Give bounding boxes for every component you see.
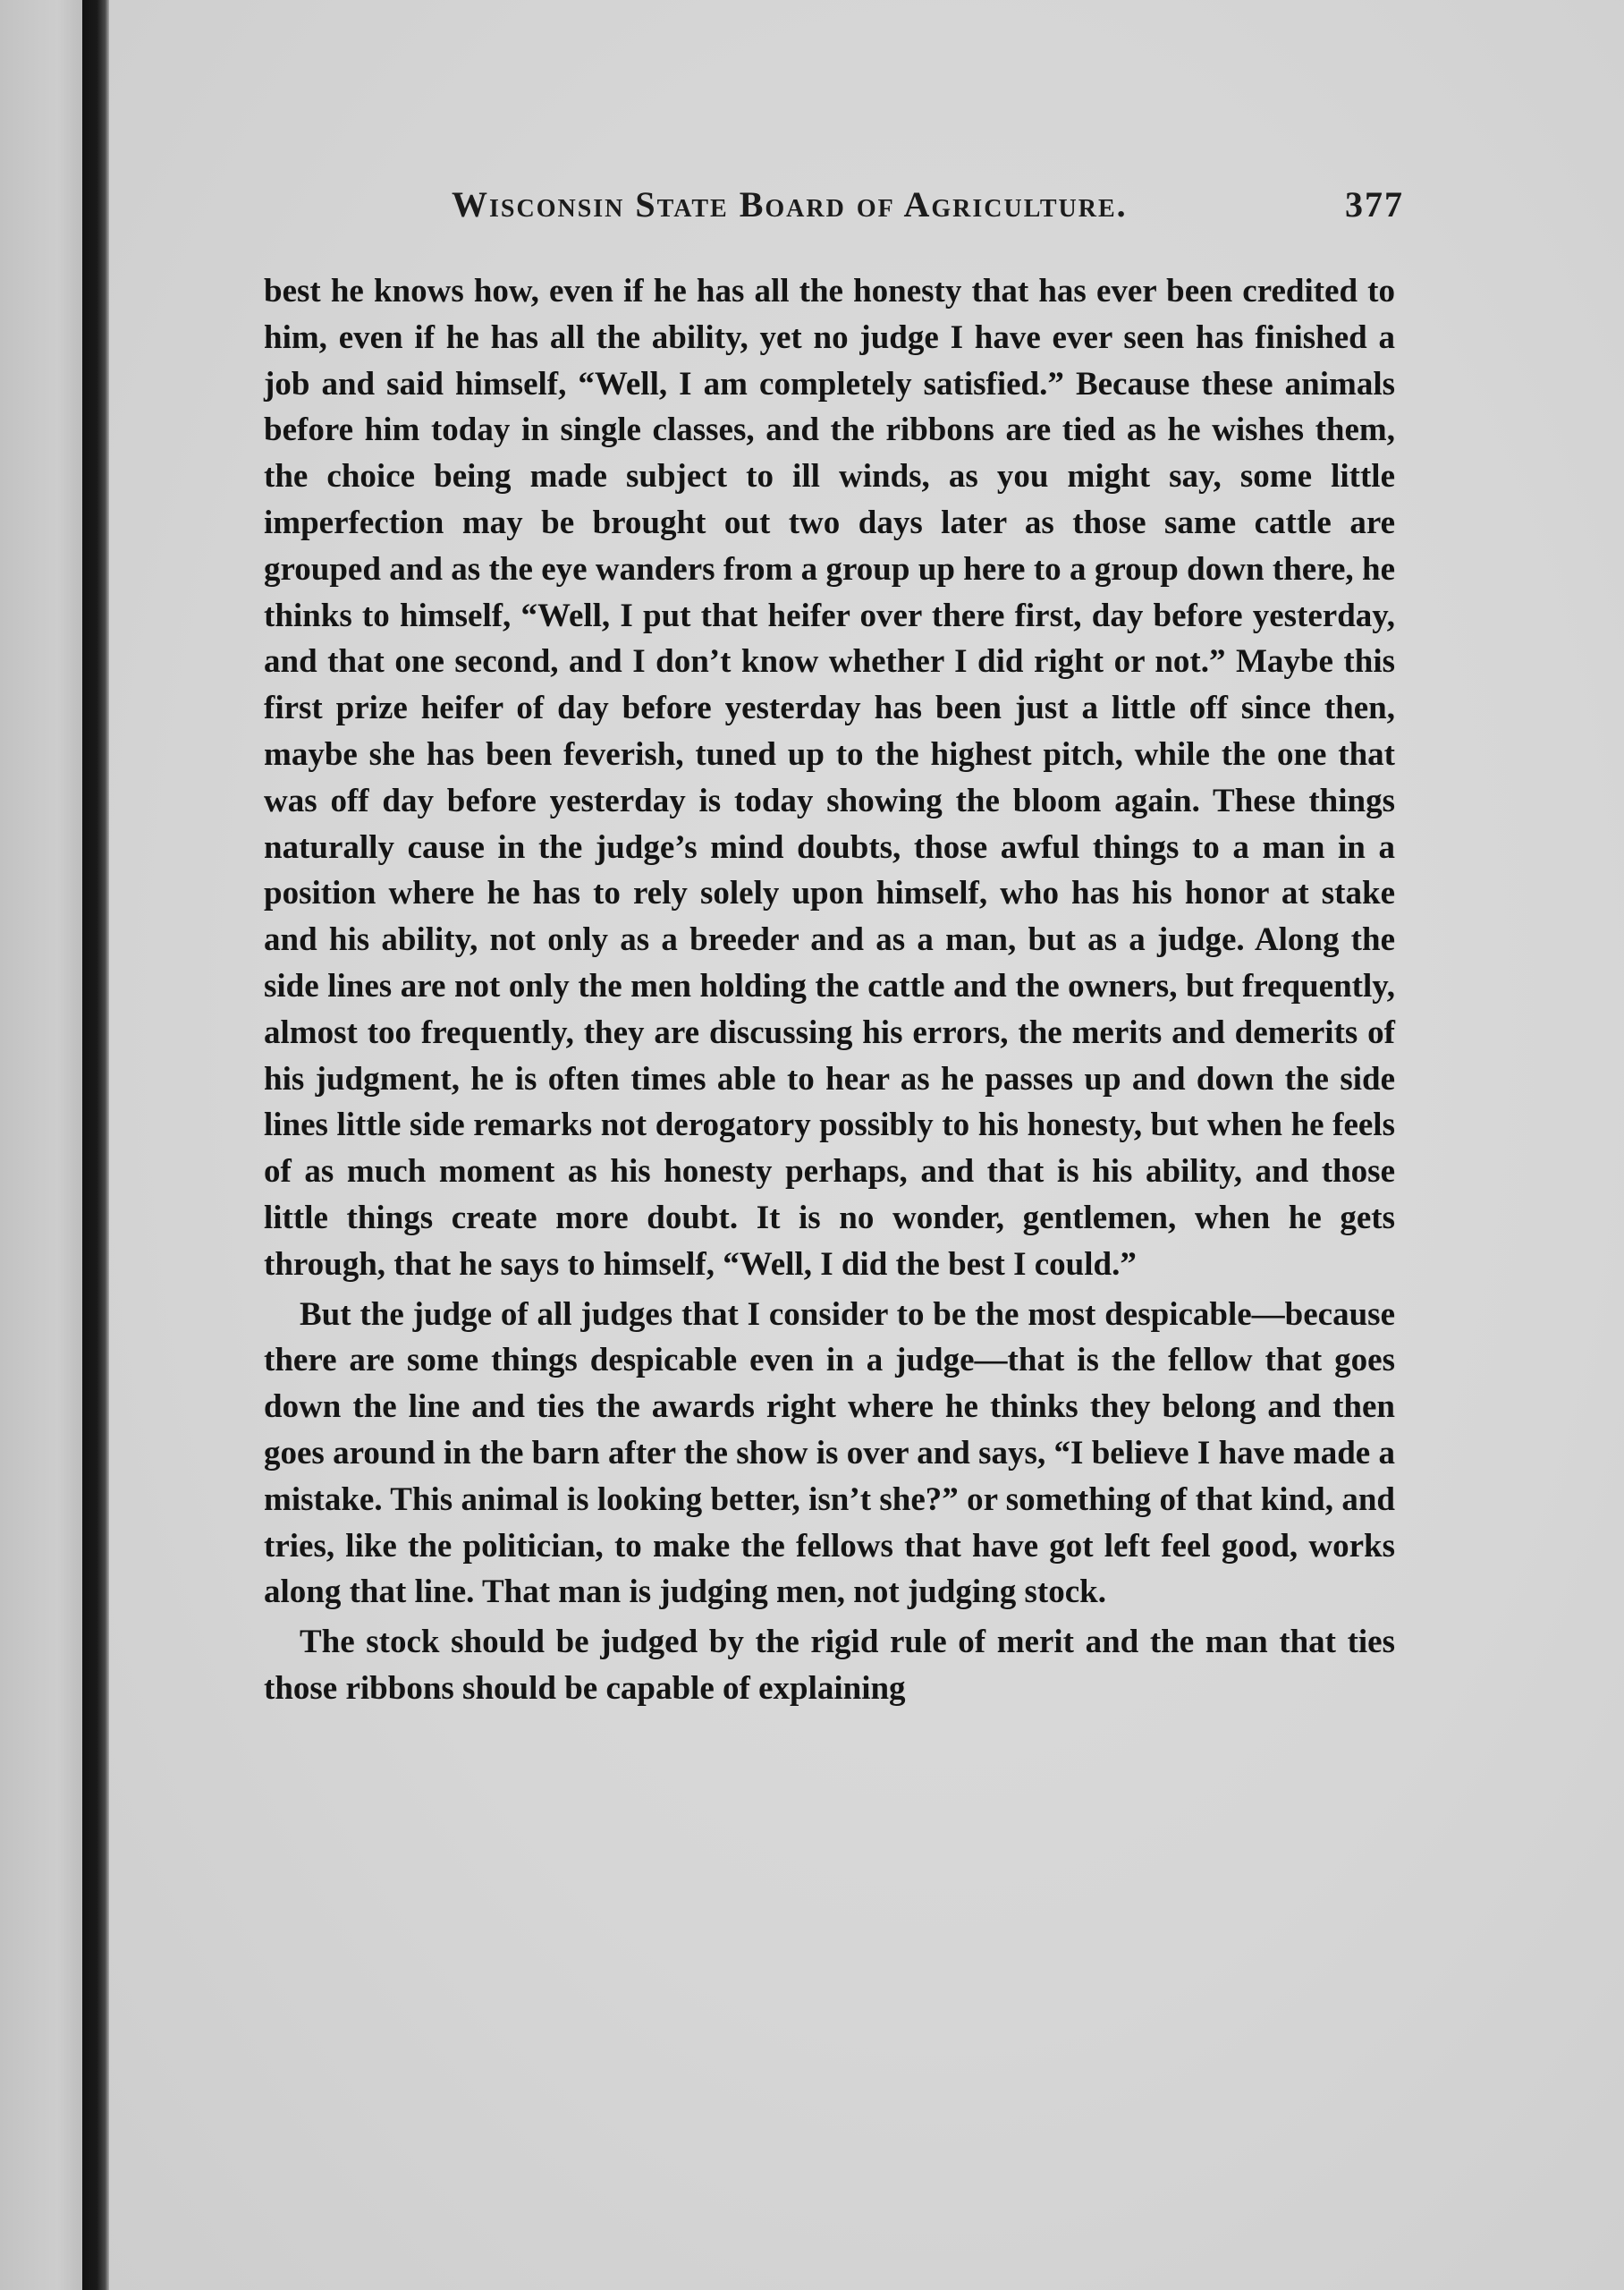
paragraph-continued: best he knows how, even if he has all the honesty that has ever been credited to him, even if he has all the ability, yet no judge I have ever seen has finished a job and said himself, “Well, I am completely satisfied.” Because these animals before him today in single classes, and the ribbons are tied as he wishes them, the choice being made subject to ill winds, as you might say, some little imperfection may be brought out two days later as those same cattle are grouped and as the eye wanders from a group up here to a group down there, he thinks to himself, “Well, I put that heifer over there first, day before yesterday, and that one second, and I don’t know whether I did right or not.” Maybe this first prize heifer of day before yesterday has been just a little off since then, maybe she has been feverish, tuned up to the highest pitch, while the one that was off day before yesterday is today showing the bloom again. These things naturally cause in the judge’s mind doubts, those awful things to a man in a position where he has to rely solely upon himself, who has his honor at stake and his ability, not only as a breeder and as a man, but as a judge. Along the side lines are not only the men holding the cattle and the owners, but frequently, almost too frequently, they are discussing his errors, the merits and demerits of his judgment, he is often times able to hear as he passes up and down the side lines little side remarks not derogatory possibly to his honesty, but when he feels of as much moment as his honesty perhaps, and that is his ability, and those little things create more doubt. It is no wonder, gentlemen, when he gets through, that he says to himself, “Well, I did the best I could.”	[264, 273, 1395, 1283]
paragraph: But the judge of all judges that I consider to be the most despicable—because there are some things despicable even in a judge—that is the fellow that goes down the line and ties the awards right where he thinks they belong and then goes around in the barn after the show is over and says, “I believe I have made a mistake. This animal is looking better, isn’t she?” or something of that kind, and tries, like the politician, to make the fellows that have got left feel good, works along that line. That man is judging men, not judging stock.	[264, 1295, 1395, 1611]
page-number: 377	[1345, 184, 1404, 225]
body-text	[264, 268, 1395, 1712]
header-title: Wisconsin State Board of Agriculture.	[452, 184, 1128, 225]
facing-page-edge	[0, 0, 82, 2290]
book-gutter	[82, 0, 109, 2290]
paragraph: The stock should be judged by the rigid rule of merit and the man that ties those ribbons should be capable of explaining	[264, 1624, 1395, 1707]
running-header	[452, 183, 1404, 237]
